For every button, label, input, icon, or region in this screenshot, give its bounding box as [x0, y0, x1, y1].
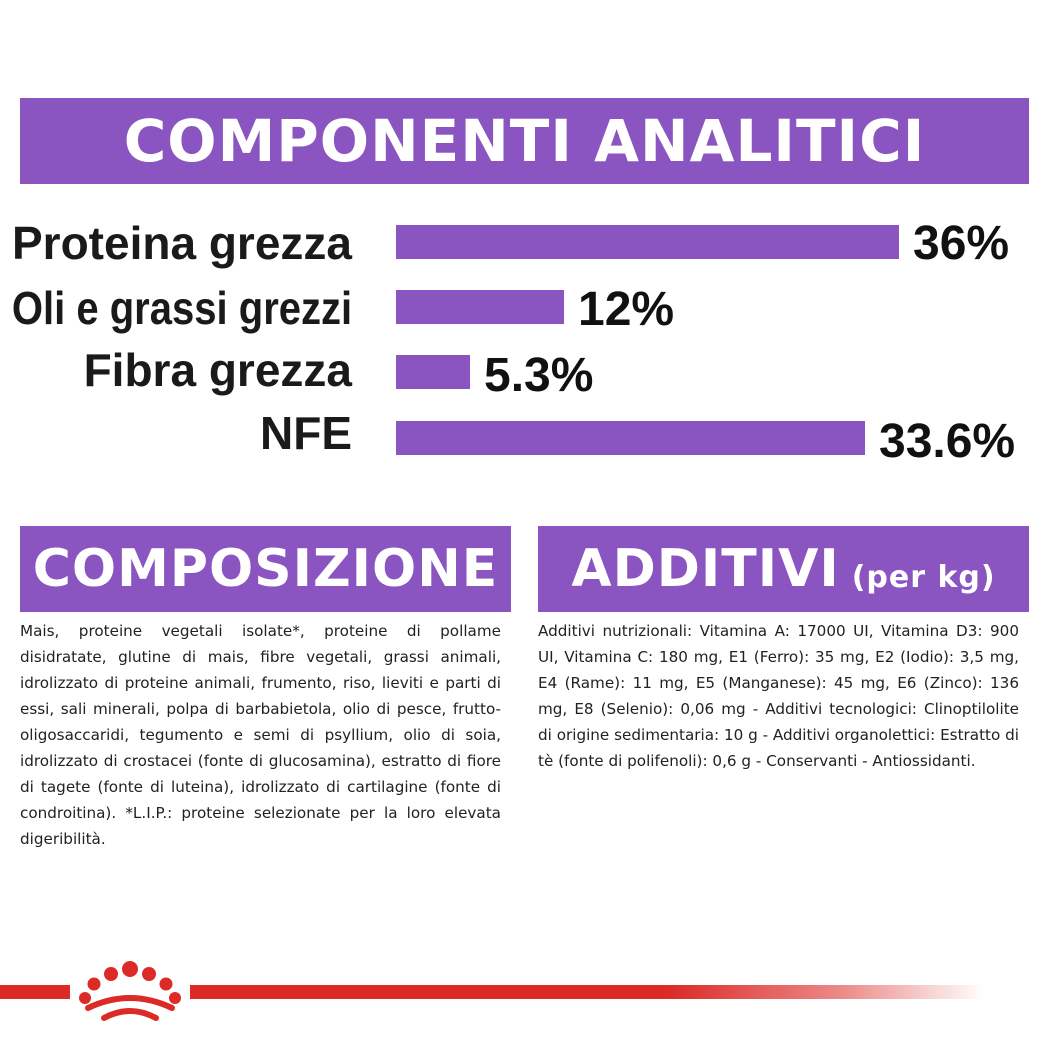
value-nfe: 33.6% [879, 415, 1016, 468]
additives-title: ADDITIVI [571, 539, 840, 599]
row-label-nfe: NFE [260, 407, 352, 459]
title-text: COMPONENTI ANALITICI [123, 107, 926, 175]
composition-title: COMPOSIZIONE [32, 539, 499, 599]
value-proteina: 36% [913, 217, 1010, 270]
additives-text: Additivi nutrizionali: Vitamina A: 17000 UI, Vitamina D3: 900 UI, Vitamina C: 180 mg, E1 (Ferro): 35 mg, E2 (Iodio): 3,5 mg, E4 (Rame): 11 mg, E5 (Manganese): 45 mg, E6 (Zinco): 136 mg, E8 (Selenio): 0,06 mg - Additivi tecnologici: Clinoptilolite di origine sedimentaria: 10 g - Additivi organolettici: Estratto di tè (fonte di polifenoli): 0,6 g - Conservanti - Antiossidanti. [538, 622, 1019, 770]
additives-subtitle: (per kg) [851, 559, 996, 595]
crown-icon [74, 958, 186, 1024]
bar-nfe [396, 421, 865, 455]
title-banner [20, 98, 1029, 184]
bar-proteina [396, 225, 899, 259]
value-fibra: 5.3% [484, 349, 594, 402]
brand-line-left [0, 985, 70, 999]
row-label-oli-grassi: Oli e grassi grezzi [11, 282, 352, 334]
bar-oli-grassi [396, 290, 564, 324]
bar-fibra [396, 355, 470, 389]
value-oli-grassi: 12% [578, 283, 675, 336]
additives-banner [538, 526, 1029, 612]
composition-banner [20, 526, 511, 612]
row-label-fibra: Fibra grezza [83, 344, 352, 396]
row-label-proteina: Proteina grezza [12, 217, 352, 269]
composition-text: Mais, proteine vegetali isolate*, proteine di pollame disidratate, glutine di mais, fibre vegetali, grassi animali, idrolizzato di proteine animali, frumento, riso, lieviti e parti di essi, sali minerali, polpa di barbabietola, olio di pesce, frutto-oligosaccaridi, tegumento e semi di psyllium, olio di soia, idrolizzato di crostacei (fonte di glucosamina), estratto di fiore di tagete (fonte di luteina), idrolizzato di cartilagine (fonte di condroitina). *L.I.P.: proteine selezionate per la loro elevata digeribilità. [20, 622, 501, 848]
brand-line-right [190, 985, 985, 999]
